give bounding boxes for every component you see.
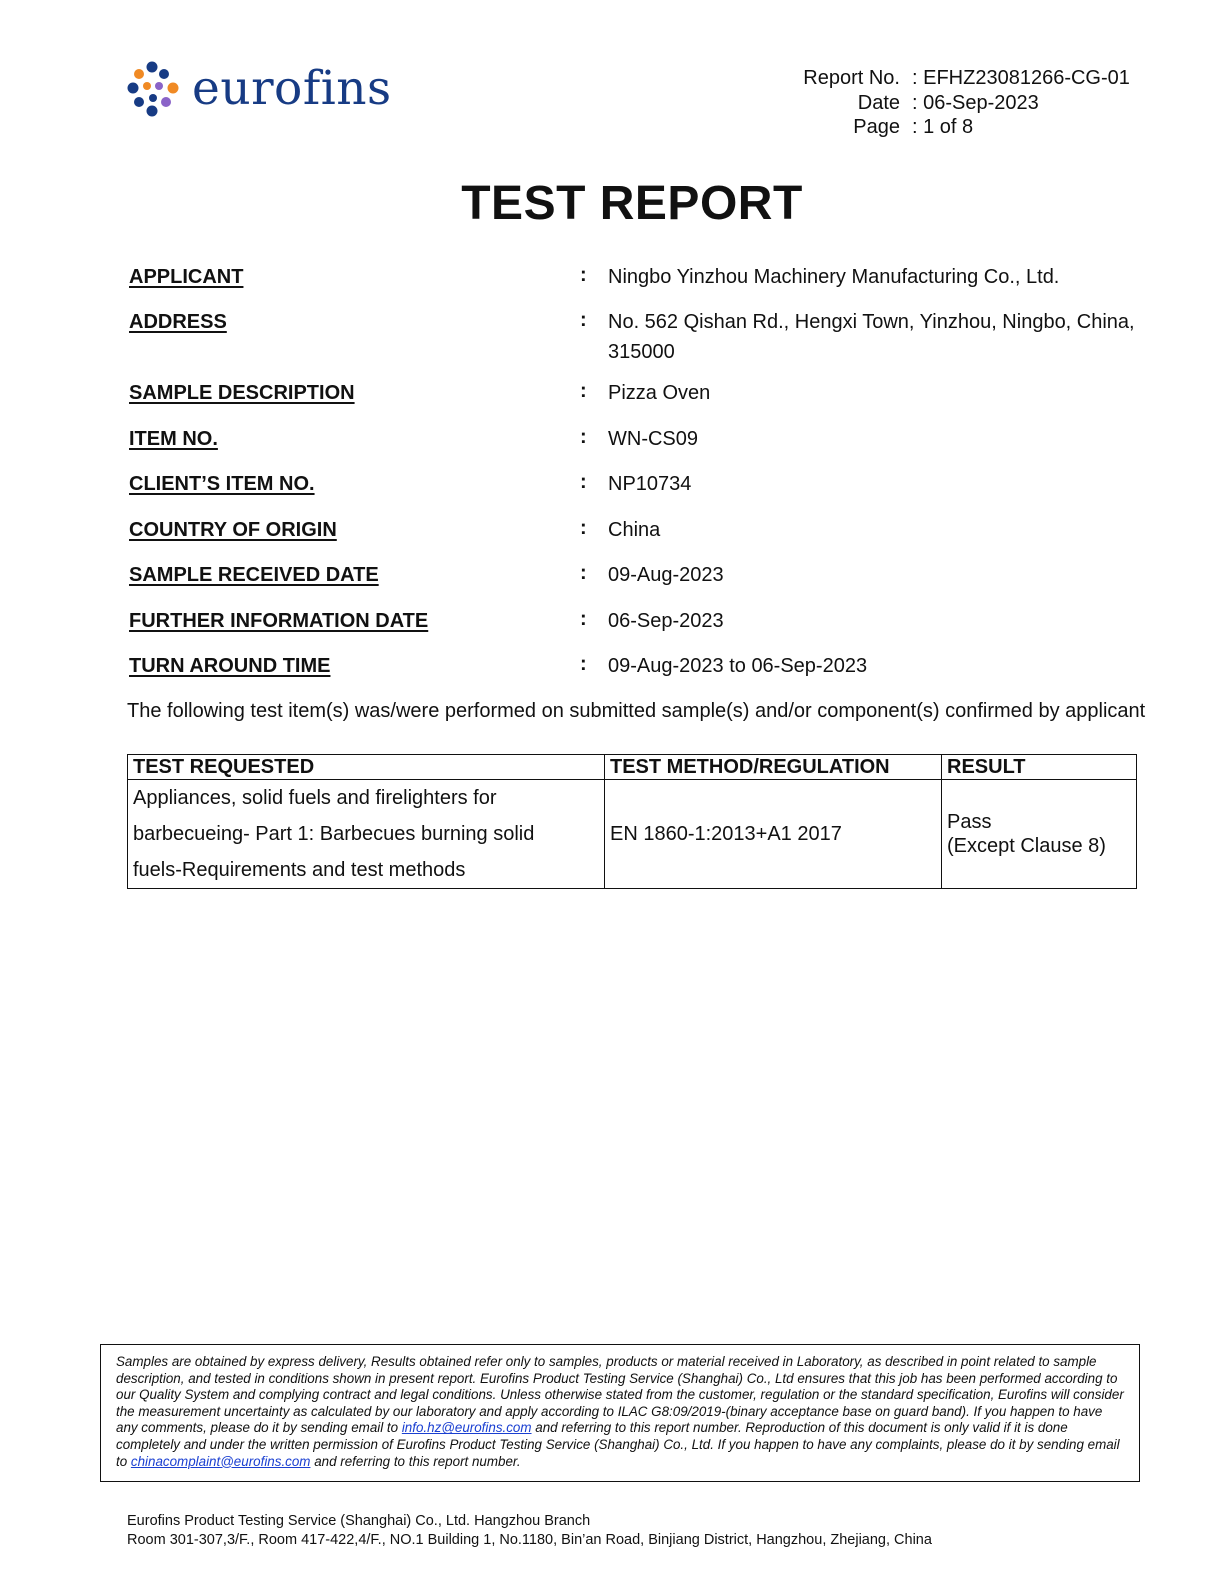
disclaimer-text: and referring to this report number. [310, 1453, 521, 1469]
disclaimer-text: and referring to this report number. Reproduction of this document is only valid if it is done completely and under the written permission of Eurofins Product Testing Service (Shanghai) Co., Ltd. If you happen to have any complaints, please do it by sending email to [116, 1420, 1120, 1469]
result-line: (Except Clause 8) [947, 835, 1106, 857]
footer-address [127, 1512, 932, 1549]
field-value: NP10734 [608, 473, 692, 495]
test-requested-cell [128, 780, 605, 889]
field-value: China [608, 519, 661, 541]
field-colon: : [580, 380, 587, 402]
report-no-label: Report No. [803, 67, 900, 89]
header-test-method: TEST METHOD/REGULATION [605, 755, 942, 780]
field-value: Ningbo Yinzhou Machinery Manufacturing Co., Ltd. [608, 266, 1060, 288]
field-label: SAMPLE RECEIVED DATE [129, 564, 379, 586]
field-value: Pizza Oven [608, 382, 711, 404]
field-label: TURN AROUND TIME [129, 655, 331, 677]
page-title: TEST REPORT [461, 177, 803, 230]
field-colon: : [580, 309, 587, 331]
result-line: Pass [947, 811, 992, 833]
field-label: CLIENT’S ITEM NO. [129, 473, 315, 495]
result-cell [942, 780, 1137, 889]
page-label: Page [853, 116, 900, 138]
eurofins-logo [126, 58, 392, 120]
field-colon: : [580, 264, 587, 286]
field-label: ITEM NO. [129, 428, 218, 450]
table-row [128, 780, 1137, 889]
test-line: fuels-Requirements and test methods [133, 859, 466, 881]
intro-text: The following test item(s) was/were performed on submitted sample(s) and/or component(s) confirmed by applicant [127, 700, 1146, 722]
field-colon: : [580, 426, 587, 448]
field-colon: : [580, 653, 587, 675]
field-label: COUNTRY OF ORIGIN [129, 519, 337, 541]
footer-company: Eurofins Product Testing Service (Shanghai) Co., Ltd. Hangzhou Branch [127, 1513, 591, 1529]
date-value: : 06-Sep-2023 [912, 91, 1039, 114]
results-table [127, 754, 1137, 889]
page-value: : 1 of 8 [912, 116, 974, 138]
field-value: 09-Aug-2023 to 06-Sep-2023 [608, 655, 868, 677]
date-label: Date [857, 91, 900, 114]
table-header-row [128, 755, 1137, 780]
logo-wordmark: eurofins [192, 61, 392, 116]
test-method-cell: EN 1860-1:2013+A1 2017 [605, 780, 942, 889]
page-row [790, 115, 1130, 140]
info-email-link[interactable]: info.hz@eurofins.com [401, 1420, 532, 1436]
report-no-row [790, 66, 1130, 91]
eurofins-dots-icon [126, 61, 182, 117]
field-label: ADDRESS [129, 311, 227, 333]
footer-street: Room 301-307,3/F., Room 417-422,4/F., NO.1 Building 1, No.1180, Bin’an Road, Binjiang District, Hangzhou, Zhejiang, China [127, 1531, 932, 1548]
header-test-requested: TEST REQUESTED [128, 755, 605, 780]
field-colon: : [580, 562, 587, 584]
field-value: 06-Sep-2023 [608, 610, 724, 632]
field-value: 09-Aug-2023 [608, 564, 724, 586]
field-label: FURTHER INFORMATION DATE [129, 610, 429, 632]
field-colon: : [580, 471, 587, 493]
test-line: Appliances, solid fuels and firelighters for [133, 787, 497, 809]
field-value: WN-CS09 [608, 428, 699, 450]
field-label: SAMPLE DESCRIPTION [129, 382, 355, 404]
field-value: No. 562 Qishan Rd., Hengxi Town, Yinzhou, Ningbo, China, 315000 [608, 311, 1135, 363]
field-label: APPLICANT [129, 266, 244, 288]
disclaimer-text: Samples are obtained by express delivery, Results obtained refer only to samples, products or material received in Laboratory, as described in point related to sample description, and tested in conditions shown in present report. Eurofins Product Testing Service (Shanghai) Co., Ltd ensures that this job has been performed according to our Quality System and complying contract and legal conditions. Unless otherwise stated from the customer, regulation or the standard specification, Eurofins will consider the measurement uncertainty as calculated by our laboratory and apply according to ILAC G8:09/2019-(binary acceptance base on guard band). If you happen to have any comments, please do it by sending email to [116, 1354, 1124, 1436]
field-colon: : [580, 517, 587, 539]
report-meta [790, 66, 1130, 140]
complaint-email-link[interactable]: chinacomplaint@eurofins.com [130, 1453, 311, 1469]
test-line: barbecueing- Part 1: Barbecues burning solid [133, 823, 535, 845]
disclaimer-box [100, 1344, 1140, 1482]
report-no-value: : EFHZ23081266-CG-01 [912, 67, 1130, 89]
date-row [790, 91, 1130, 116]
field-colon: : [580, 608, 587, 630]
header-result: RESULT [942, 755, 1137, 780]
